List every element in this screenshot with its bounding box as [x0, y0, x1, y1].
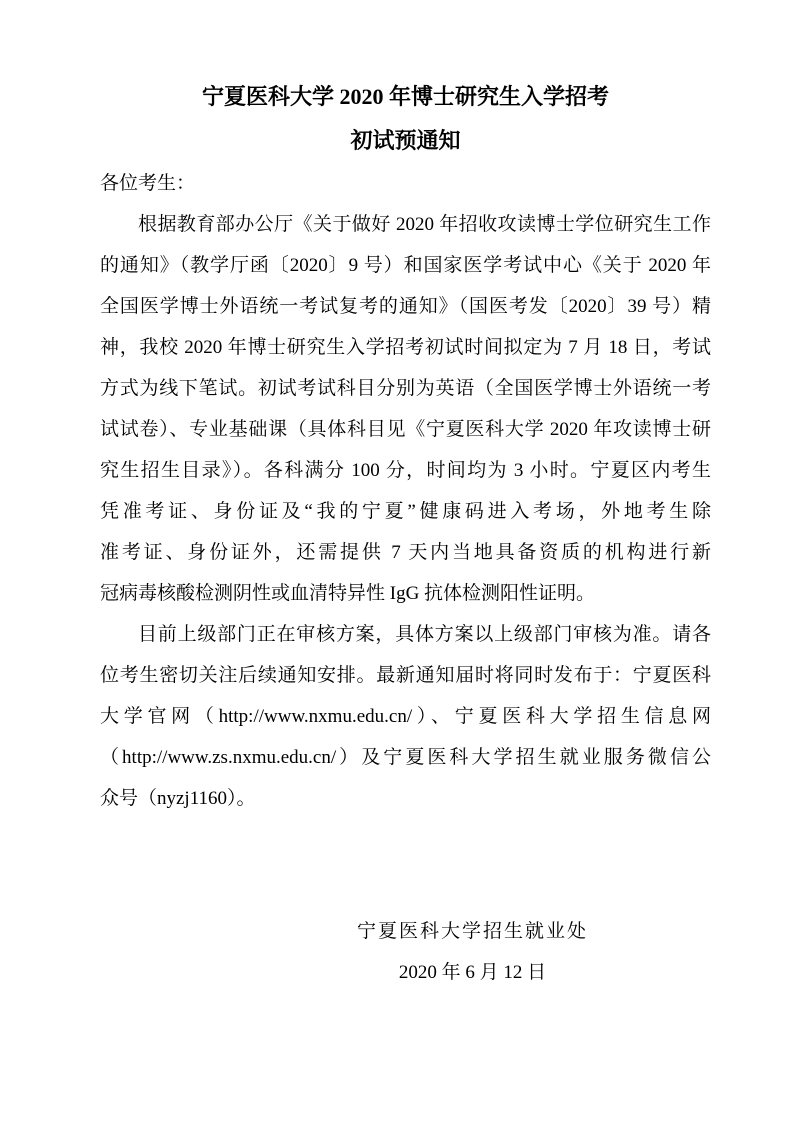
body-line: 的通知》（教学厅函〔2020〕9 号）和国家医学考试中心《关于 2020 年	[100, 255, 711, 276]
signature: 宁夏医科大学招生就业处	[356, 921, 588, 942]
closing-block	[100, 911, 711, 993]
body-line: 神，我校 2020 年博士研究生入学招考初试时间拟定为 7 月 18 日，考试	[100, 337, 711, 358]
title-line-2: 初试预通知	[350, 128, 461, 153]
body-line: 方式为线下笔试。初试考试科目分别为英语（全国医学博士外语统一考	[100, 378, 711, 399]
paragraph-2	[100, 614, 711, 819]
date: 2020 年 6 月 12 日	[398, 962, 547, 983]
body-line: 凭准考证、身份证及“我的宁夏”健康码进入考场，外地考生除	[100, 501, 711, 522]
document-body	[100, 75, 711, 993]
body-line: 大学官网（http://www.nxmu.edu.cn/）、宁夏医科大学招生信息网	[100, 706, 711, 727]
body-line: （http://www.zs.nxmu.edu.cn/）及宁夏医科大学招生就业服务微信公	[100, 747, 711, 768]
body-line: 全国医学博士外语统一考试复考的通知》（国医考发〔2020〕39 号）精	[100, 296, 711, 317]
title-line-1: 宁夏医科大学 2020 年博士研究生入学招考	[201, 84, 609, 109]
body-line: 冠病毒核酸检测阴性或血清特异性 IgG 抗体检测阳性证明。	[100, 583, 596, 604]
body-line: 准考证、身份证外，还需提供 7 天内当地具备资质的机构进行新	[100, 542, 711, 563]
body-line: 位考生密切关注后续通知安排。最新通知届时将同时发布于：宁夏医科	[100, 665, 711, 686]
document-title	[100, 75, 711, 163]
body-line: 究生招生目录》）。各科满分 100 分，时间均为 3 小时。宁夏区内考生	[100, 460, 711, 481]
body-line: 根据教育部办公厅《关于做好 2020 年招收攻读博士学位研究生工作	[138, 214, 711, 235]
paragraph-1	[100, 204, 711, 614]
salutation: 各位考生：	[100, 173, 196, 194]
body-line: 目前上级部门正在审核方案，具体方案以上级部门审核为准。请各	[138, 624, 711, 645]
body-line: 众号（nyzj1160）。	[100, 788, 256, 809]
body-line: 试试卷）、专业基础课（具体科目见《宁夏医科大学 2020 年攻读博士研	[100, 419, 711, 440]
